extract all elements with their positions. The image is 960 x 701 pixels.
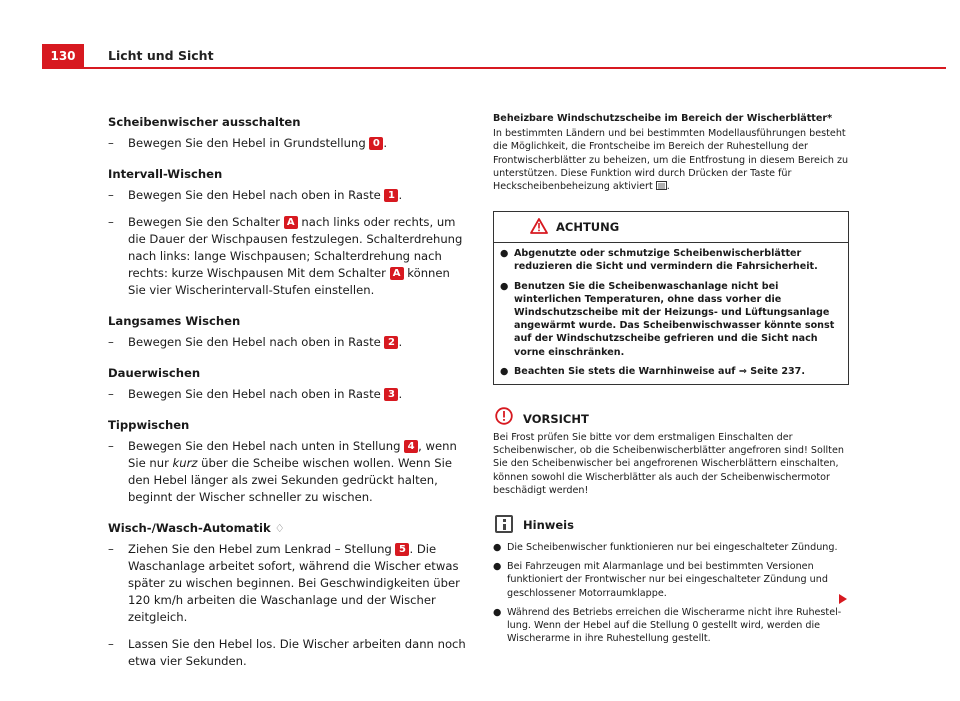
- note-title: Hinweis: [523, 518, 574, 533]
- bullet-marker: ●: [500, 248, 509, 260]
- heading-heated-windscreen: Beheizbare Windschutzscheibe im Bereich der Wischerblätter*: [493, 113, 833, 124]
- step-continuous: – Bewegen Sie den Hebel nach oben in Raste 3 .: [108, 387, 403, 401]
- continue-arrow-icon: [838, 594, 848, 604]
- note-header: [493, 513, 849, 535]
- bullet-marker: ●: [493, 561, 502, 573]
- dash-marker: –: [108, 215, 114, 229]
- warning-triangle-icon: [530, 218, 548, 234]
- heading-interval: Intervall-Wischen: [108, 167, 223, 181]
- switch-badge: A: [284, 216, 298, 229]
- bullet-marker: ●: [493, 606, 502, 618]
- dash-marker: –: [108, 136, 114, 150]
- warning-item: ● Abgenutzte oder schmutzige Scheibenwischerblätter reduzieren die Sicht und vermindern die Fahrsicherheit.: [500, 248, 818, 273]
- dash-marker: –: [108, 387, 114, 401]
- bullet-marker: ●: [493, 542, 502, 554]
- caution-text: Bei Frost prüfen Sie bitte vor dem erstmaligen Einschalten der Scheibenwischer, ob die Scheibenwischerblätter angefroren sind! Sollten Sie den Scheibenwischer bei angefrorenen Wischerblättern einschalten, können sowohl die Wischerblätter als auch der Scheibenwischermotor beschädigt werden!: [493, 432, 844, 496]
- header-rule: [42, 67, 946, 69]
- position-badge: 3: [384, 388, 398, 401]
- caution-icon: [495, 407, 513, 425]
- heading-tip-wipe: Tippwischen: [108, 418, 190, 432]
- dash-marker: –: [108, 335, 114, 349]
- right-column: [493, 112, 849, 651]
- heated-windscreen-text: In bestimmten Ländern und bei bestimmten Modellausführungen besteht die Möglichkeit, die Frontscheibe im Bereich der Ruhestellung der Frontwischerblätter zu beheizen, um die Entfrostung in diesem Bereich zu unterstützen. Diese Funktion wird durch Drücken der Taste für Heckscheibenbeheizung aktiviert .: [493, 128, 849, 193]
- page-number: 130: [42, 44, 84, 68]
- note-item: ● Während des Betriebs erreichen die Wischerarme nicht ihre Ruhestellung. Wenn der Hebel auf die Stellung 0 gestellt wird, werden die Wischerarme in ihre Ruhestellung gestellt.: [493, 606, 842, 645]
- warning-item: ● Beachten Sie stets die Warnhinweise auf ⇒ Seite 237.: [500, 365, 806, 377]
- warning-box-header: [494, 212, 848, 243]
- step-tip-wipe: – Bewegen Sie den Hebel nach unten in Stellung 4 , wenn Sie nur kurz über die Scheibe wischen wollen. Wenn Sie den Hebel länger als zwei Sekunden gedrückt halten, beginnt der Wischer schneller zu wischen.: [108, 439, 457, 504]
- step-slow-wipe: – Bewegen Sie den Hebel nach oben in Raste 2 .: [108, 335, 403, 349]
- heading-wiper-off: Scheibenwischer ausschalten: [108, 115, 301, 129]
- caution-header: [493, 407, 849, 429]
- step-wash-2: – Lassen Sie den Hebel los. Die Wischer arbeiten dann noch etwa vier Sekunden.: [108, 637, 466, 668]
- position-badge: 5: [395, 543, 409, 556]
- step-interval-1: – Bewegen Sie den Hebel nach oben in Raste 1 .: [108, 188, 403, 202]
- step-wiper-off: – Bewegen Sie den Hebel in Grundstellung 0 .: [108, 136, 388, 150]
- page-header: [42, 44, 946, 68]
- step-interval-2: – Bewegen Sie den Schalter A nach links oder rechts, um die Dauer der Wischpausen festzulegen. Schalterdrehung nach links: lange Wischpausen; Schalterdrehung nach rechts: kurze Wischpausen Mit dem Schalter A können Sie vier Wischerintervall-Stufen einstellen.: [108, 215, 463, 297]
- warning-box-body: [494, 243, 848, 384]
- note-diamond-icon: ♢: [274, 522, 285, 535]
- rear-window-heater-icon: [656, 181, 667, 190]
- heading-continuous: Dauerwischen: [108, 366, 201, 380]
- bullet-marker: ●: [500, 280, 509, 292]
- note-item: ● Bei Fahrzeugen mit Alarmanlage und bei bestimmten Versionen funktioniert der Frontwischer nur bei eingeschalteter Zündung und geschlossener Motorraumklappe.: [493, 561, 828, 599]
- note-item: ● Die Scheibenwischer funktionieren nur bei eingeschalteter Zündung.: [493, 542, 838, 554]
- dash-marker: –: [108, 542, 114, 556]
- switch-badge: A: [390, 267, 404, 280]
- step-wash-1: – Ziehen Sie den Hebel zum Lenkrad – Stellung 5 . Die Waschanlage arbeitet sofort, während die Wischer etwas später zu wischen beginnen. Bei Geschwindigkeiten über 120 km/h arbeiten die Waschanlage und der Wischer zeitgleich.: [108, 542, 460, 624]
- dash-marker: –: [108, 439, 114, 453]
- left-column: [108, 114, 468, 684]
- page-section-title: Licht und Sicht: [108, 48, 214, 63]
- dash-marker: –: [108, 188, 114, 202]
- position-badge: 0: [369, 137, 383, 150]
- position-badge: 4: [404, 440, 418, 453]
- dash-marker: –: [108, 637, 114, 651]
- position-badge: 2: [384, 336, 398, 349]
- info-icon: [495, 515, 513, 533]
- heading-slow-wipe: Langsames Wischen: [108, 314, 241, 328]
- warning-item: ● Benutzen Sie die Scheibenwaschanlage nicht bei winterlichen Temperaturen, ohne dass vorher die Windschutzscheibe mit der Heizungs- und Lüftungsanlage angewärmt wurde. Das Scheibenwischwasser könnte sonst auf der Windschutzscheibe gefrieren und die Sicht nach vorne einschränken.: [500, 280, 835, 358]
- caution-title: VORSICHT: [523, 412, 589, 427]
- warning-title: ACHTUNG: [556, 220, 620, 235]
- bullet-marker: ●: [500, 365, 509, 377]
- heading-wash-automatic: Wisch-/Wasch-Automatik ♢: [108, 521, 285, 535]
- warning-box: [493, 211, 849, 385]
- position-badge: 1: [384, 189, 398, 202]
